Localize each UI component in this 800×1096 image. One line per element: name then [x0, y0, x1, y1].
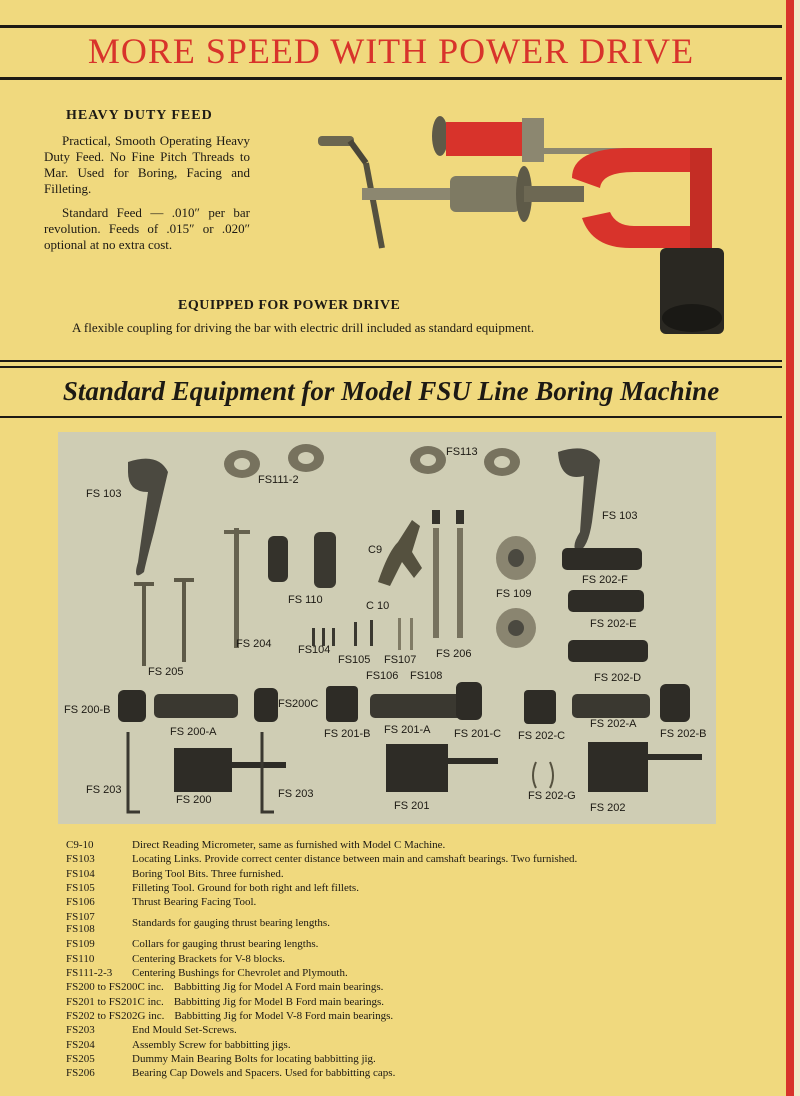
- part-desc: Babbitting Jig for Model V-8 Ford main bearings.: [174, 1009, 394, 1022]
- part-code: FS201 to FS201C inc.: [66, 995, 164, 1008]
- part-code: FS110: [66, 952, 95, 965]
- power-drive-text: A flexible coupling for driving the bar with electric drill included as standard equipment.: [72, 320, 535, 335]
- label-fs202e: FS 202-E: [590, 618, 637, 630]
- label-fs200c: FS200C: [278, 698, 319, 710]
- label-fs201a: FS 201-A: [384, 724, 431, 736]
- label-fs200b: FS 200-B: [64, 704, 111, 716]
- list-item-braced: [66, 909, 766, 937]
- label-fs200: FS 200: [176, 794, 212, 806]
- power-drive-title: EQUIPPED FOR POWER DRIVE: [178, 298, 401, 313]
- list-item: [66, 867, 766, 881]
- part-code: FS105: [66, 881, 95, 894]
- label-fs103-right: FS 103: [602, 510, 638, 522]
- top-rule: [0, 25, 782, 28]
- part-desc: End Mould Set-Screws.: [132, 1024, 237, 1037]
- label-fs202c: FS 202-C: [518, 730, 566, 742]
- section-rule-top-2: [0, 366, 782, 368]
- label-fs201: FS 201: [394, 800, 430, 812]
- list-item: [66, 838, 766, 852]
- braced-codes: [66, 911, 132, 935]
- label-fs103-left: FS 103: [86, 488, 122, 500]
- list-item: [66, 881, 766, 895]
- label-fs105: FS105: [338, 654, 371, 666]
- page-edge: [794, 0, 800, 1096]
- part-desc: Thrust Bearing Facing Tool.: [132, 896, 257, 909]
- label-fs206: FS 206: [436, 648, 472, 660]
- heavy-duty-feed-text: [44, 133, 250, 261]
- part-code: FS106: [66, 896, 95, 909]
- part-desc: Locating Links. Provide correct center distance between main and camshaft bearings. Two furnished.: [132, 853, 578, 866]
- part-code: FS205: [66, 1052, 95, 1065]
- label-fs106: FS106: [366, 670, 399, 682]
- feed-paragraph-2: Standard Feed — .010″ per bar revolution. Feeds of .015″ or .020″ optional at no extra cost.: [44, 205, 250, 252]
- label-fs111: FS111-2: [258, 474, 299, 486]
- part-code: FS111-2-3: [66, 967, 113, 980]
- label-c10: C 10: [366, 600, 390, 612]
- list-item: [66, 995, 766, 1009]
- part-code: FS200 to FS200C inc.: [66, 981, 164, 994]
- headline-rule: [0, 77, 782, 80]
- part-code: FS202 to FS202G inc.: [66, 1009, 165, 1022]
- label-fs203-left: FS 203: [86, 784, 122, 796]
- feed-paragraph-1: Practical, Smooth Operating Heavy Duty Feed. No Fine Pitch Threads to Mar. Used for Boring, Facing and Filleting.: [44, 133, 250, 196]
- label-fs202g: FS 202-G: [528, 790, 576, 802]
- part-code: FS109: [66, 938, 95, 951]
- part-code: FS203: [66, 1024, 95, 1037]
- list-item: [66, 966, 766, 980]
- part-desc: Babbitting Jig for Model B Ford main bearings.: [173, 995, 385, 1008]
- label-fs202d: FS 202-D: [594, 672, 642, 684]
- list-item: [66, 937, 766, 951]
- label-fs113: FS113: [446, 446, 478, 458]
- list-item: [66, 1052, 766, 1066]
- part-code: FS204: [66, 1038, 95, 1051]
- part-code: FS108: [66, 923, 95, 936]
- label-fs203-mid: FS 203: [278, 788, 314, 800]
- part-desc: Filleting Tool. Ground for both right and left fillets.: [132, 881, 359, 894]
- section-rule-bottom: [0, 416, 782, 418]
- label-fs201b: FS 201-B: [324, 728, 371, 740]
- label-fs200a: FS 200-A: [170, 726, 217, 738]
- label-fs202b: FS 202-B: [660, 728, 707, 740]
- section-rule-top-1: [0, 360, 782, 362]
- part-desc: Centering Brackets for V-8 blocks.: [132, 952, 286, 965]
- part-code: FS107: [66, 911, 95, 924]
- label-fs204: FS 204: [236, 638, 272, 650]
- parts-list: [66, 838, 766, 1080]
- label-fs109: FS 109: [496, 588, 532, 600]
- list-item: [66, 980, 766, 994]
- list-item: [66, 1023, 766, 1037]
- part-code: FS103: [66, 853, 95, 866]
- label-fs104: FS104: [298, 644, 331, 656]
- label-fs110: FS 110: [288, 594, 323, 606]
- part-code: FS206: [66, 1067, 95, 1080]
- list-item: [66, 1009, 766, 1023]
- label-c9: C9: [368, 544, 383, 556]
- section-title: Standard Equipment for Model FSU Line Boring Machine: [62, 376, 720, 406]
- headline: MORE SPEED WITH POWER DRIVE: [87, 31, 695, 71]
- part-desc: Bearing Cap Dowels and Spacers. Used for babbitting caps.: [132, 1067, 396, 1080]
- part-desc: Collars for gauging thrust bearing lengths.: [132, 938, 319, 951]
- list-item: [66, 895, 766, 909]
- part-desc: Babbitting Jig for Model A Ford main bearings.: [173, 981, 384, 994]
- label-fs108: FS108: [410, 670, 443, 682]
- part-desc: Assembly Screw for babbitting jigs.: [132, 1038, 291, 1051]
- red-margin-bar: [786, 0, 794, 1096]
- part-code: C9-10: [66, 839, 94, 851]
- equipment-photo: [58, 432, 716, 824]
- label-fs202: FS 202: [590, 802, 626, 814]
- part-desc: Standards for gauging thrust bearing lengths.: [132, 917, 330, 930]
- part-desc: Centering Bushings for Chevrolet and Plymouth.: [132, 967, 348, 980]
- list-item: [66, 1066, 766, 1080]
- label-fs205: FS 205: [148, 666, 184, 678]
- part-desc: Dummy Main Bearing Bolts for locating babbitting jig.: [132, 1052, 376, 1065]
- list-item: [66, 852, 766, 866]
- label-fs202a: FS 202-A: [590, 718, 637, 730]
- label-fs201c: FS 201-C: [454, 728, 502, 740]
- label-fs107: FS107: [384, 654, 417, 666]
- heavy-duty-feed-title: HEAVY DUTY FEED: [66, 108, 213, 123]
- part-desc: Direct Reading Micrometer, same as furnished with Model C Machine.: [132, 839, 446, 851]
- part-code: FS104: [66, 867, 95, 880]
- label-fs202f: FS 202-F: [582, 574, 628, 586]
- list-item: [66, 952, 766, 966]
- list-item: [66, 1038, 766, 1052]
- part-desc: Boring Tool Bits. Three furnished.: [132, 867, 284, 880]
